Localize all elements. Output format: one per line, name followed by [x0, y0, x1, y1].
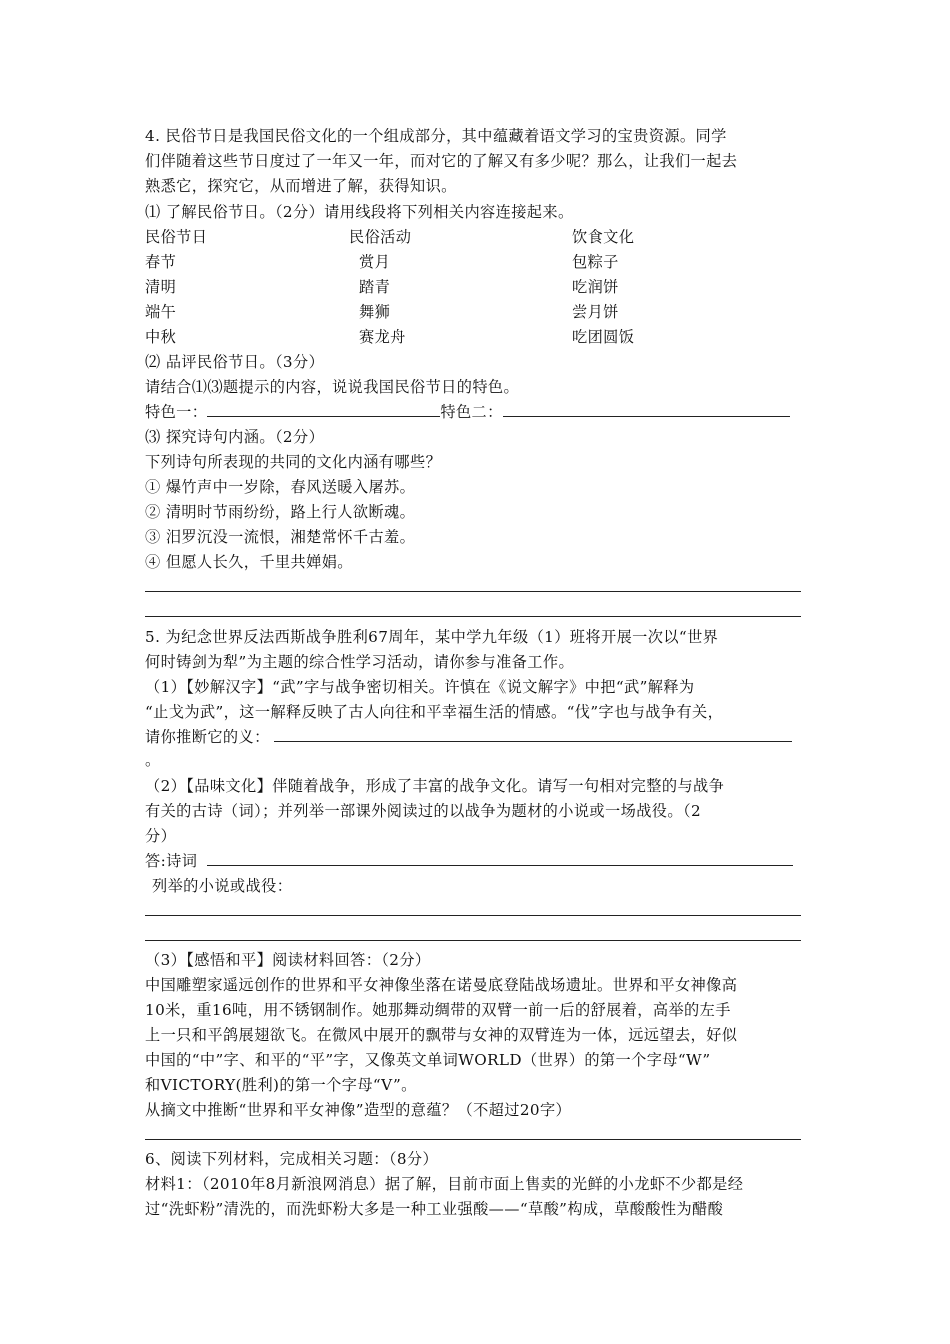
q5-s3-question: 从摘文中推断“世界和平女神像”造型的意蕴？（不超过20字） [145, 1101, 572, 1119]
answer-line[interactable] [145, 915, 801, 916]
q5-s1-prompt: 请你推断它的义： [145, 728, 270, 746]
festival-item: 端午 [145, 303, 177, 321]
q5-s1-end: 。 [145, 751, 161, 769]
q5-s2-line-2: 有关的古诗（词）；并列举一部课外阅读过的以战争为题材的小说或一场战役。（2 [145, 802, 702, 820]
q4-part3-title: ⑶ 探究诗句内涵。（2分） [145, 428, 325, 446]
q4-intro-line-2: 们伴随着这些节日度过了一年又一年，而对它的了解又有多少呢？那么，让我们一起去 [145, 152, 738, 170]
answer-line[interactable] [145, 940, 801, 941]
q5-s1-line-2: “止戈为武”，这一解释反映了古人向往和平幸福生活的情感。“伐”字也与战争有关， [145, 703, 724, 721]
activity-item: 舞狮 [359, 303, 391, 321]
q6-title: 6、阅读下列材料，完成相关习题：（8分） [145, 1150, 439, 1168]
q5-s2-line-3: 分） [145, 827, 177, 845]
feature1-answer-blank[interactable] [207, 402, 440, 417]
q4-part2-title: ⑵ 品评民俗节日。（3分） [145, 353, 325, 371]
q6-text-line: 材料1：（2010年8月新浪网消息）据了解，目前市面上售卖的光鲜的小龙虾不少都是经 [145, 1175, 744, 1193]
food-item: 包粽子 [572, 253, 619, 271]
food-item: 吃润饼 [572, 278, 619, 296]
q5-s3-text-line: 和VICTORY(胜利)的第一个字母“V”。 [145, 1076, 417, 1094]
feature2-label: 特色二： [440, 403, 503, 421]
poem-line: ④ 但愿人长久，千里共婵娟。 [145, 553, 353, 571]
answer-line[interactable] [145, 616, 801, 617]
answer-line[interactable] [145, 1139, 801, 1140]
q4-part1-title: ⑴ 了解民俗节日。（2分）请用线段将下列相关内容连接起来。 [145, 203, 574, 221]
table-header-activity: 民俗活动 [349, 228, 412, 246]
table-header-festival: 民俗节日 [145, 228, 208, 246]
q5-s1-line-3 [145, 727, 792, 747]
activity-item: 踏青 [359, 278, 391, 296]
q5-s3-text-line: 上一只和平鸽展翅欲飞。在微风中展开的飘带与女神的双臂连为一体，远远望去，好似 [145, 1026, 738, 1044]
q5-s2-answer-row [145, 851, 793, 871]
q4-intro-line-3: 熟悉它，探究它，从而增进了解，获得知识。 [145, 177, 457, 195]
q5-s1-line-1: （1）【妙解汉字】“武”字与战争密切相关。许慎在《说文解字》中把“武”解释为 [145, 678, 695, 696]
q5-s2-line-1: （2）【品味文化】伴随着战争，形成了丰富的战争文化。请写一句相对完整的与战争 [145, 777, 725, 795]
q5-s3-text-line: 10米，重16吨，用不锈钢制作。她那舞动绸带的双臂一前一后的舒展着，高举的左手 [145, 1001, 731, 1019]
feature-row [145, 402, 790, 422]
feature1-label: 特色一： [145, 403, 208, 421]
q5-intro-line-1: 5. 为纪念世界反法西斯战争胜利67周年，某中学九年级（1）班将开展一次以“世界 [145, 628, 719, 646]
q5-s3-title: （3）【感悟和平】阅读材料回答：（2分） [145, 951, 431, 969]
poem-answer-blank[interactable] [207, 851, 793, 866]
q5-intro-line-2: 何时铸剑为犁”为主题的综合性学习活动，请你参与准备工作。 [145, 653, 575, 671]
q4-part3-prompt: 下列诗句所表现的共同的文化内涵有哪些？ [145, 453, 442, 471]
food-item: 尝月饼 [572, 303, 619, 321]
activity-item: 赛龙舟 [359, 328, 406, 346]
festival-item: 清明 [145, 278, 177, 296]
q5-s3-text-line: 中国雕塑家遥远创作的世界和平女神像坐落在诺曼底登陆战场遗址。世界和平女神像高 [145, 976, 738, 994]
meaning-answer-blank[interactable] [274, 727, 792, 742]
activity-item: 赏月 [359, 253, 391, 271]
festival-item: 中秋 [145, 328, 177, 346]
poem-line: ② 清明时节雨纷纷，路上行人欲断魂。 [145, 503, 416, 521]
poem-line: ③ 汨罗沉没一流恨，湘楚常怀千古羞。 [145, 528, 416, 546]
table-header-food: 饮食文化 [572, 228, 635, 246]
novel-battle-label: 列举的小说或战役： [152, 877, 293, 895]
q6-text-line: 过“洗虾粉”清洗的，而洗虾粉大多是一种工业强酸——“草酸”构成，草酸酸性为醋酸 [145, 1200, 724, 1218]
answer-line[interactable] [145, 591, 801, 592]
poem-line: ① 爆竹声中一岁除，春风送暖入屠苏。 [145, 478, 416, 496]
poem-answer-label: 答:诗词 [145, 852, 198, 870]
food-item: 吃团圆饭 [572, 328, 635, 346]
feature2-answer-blank[interactable] [503, 402, 790, 417]
festival-item: 春节 [145, 253, 177, 271]
q5-s3-text-line: 中国的“中”字、和平的“平”字，又像英文单词WORLD（世界）的第一个字母“W” [145, 1051, 711, 1069]
q4-intro-line-1: 4. 民俗节日是我国民俗文化的一个组成部分，其中蕴藏着语文学习的宝贵资源。同学 [145, 127, 727, 145]
q4-part2-prompt: 请结合⑴⑶题提示的内容，说说我国民俗节日的特色。 [145, 378, 520, 396]
